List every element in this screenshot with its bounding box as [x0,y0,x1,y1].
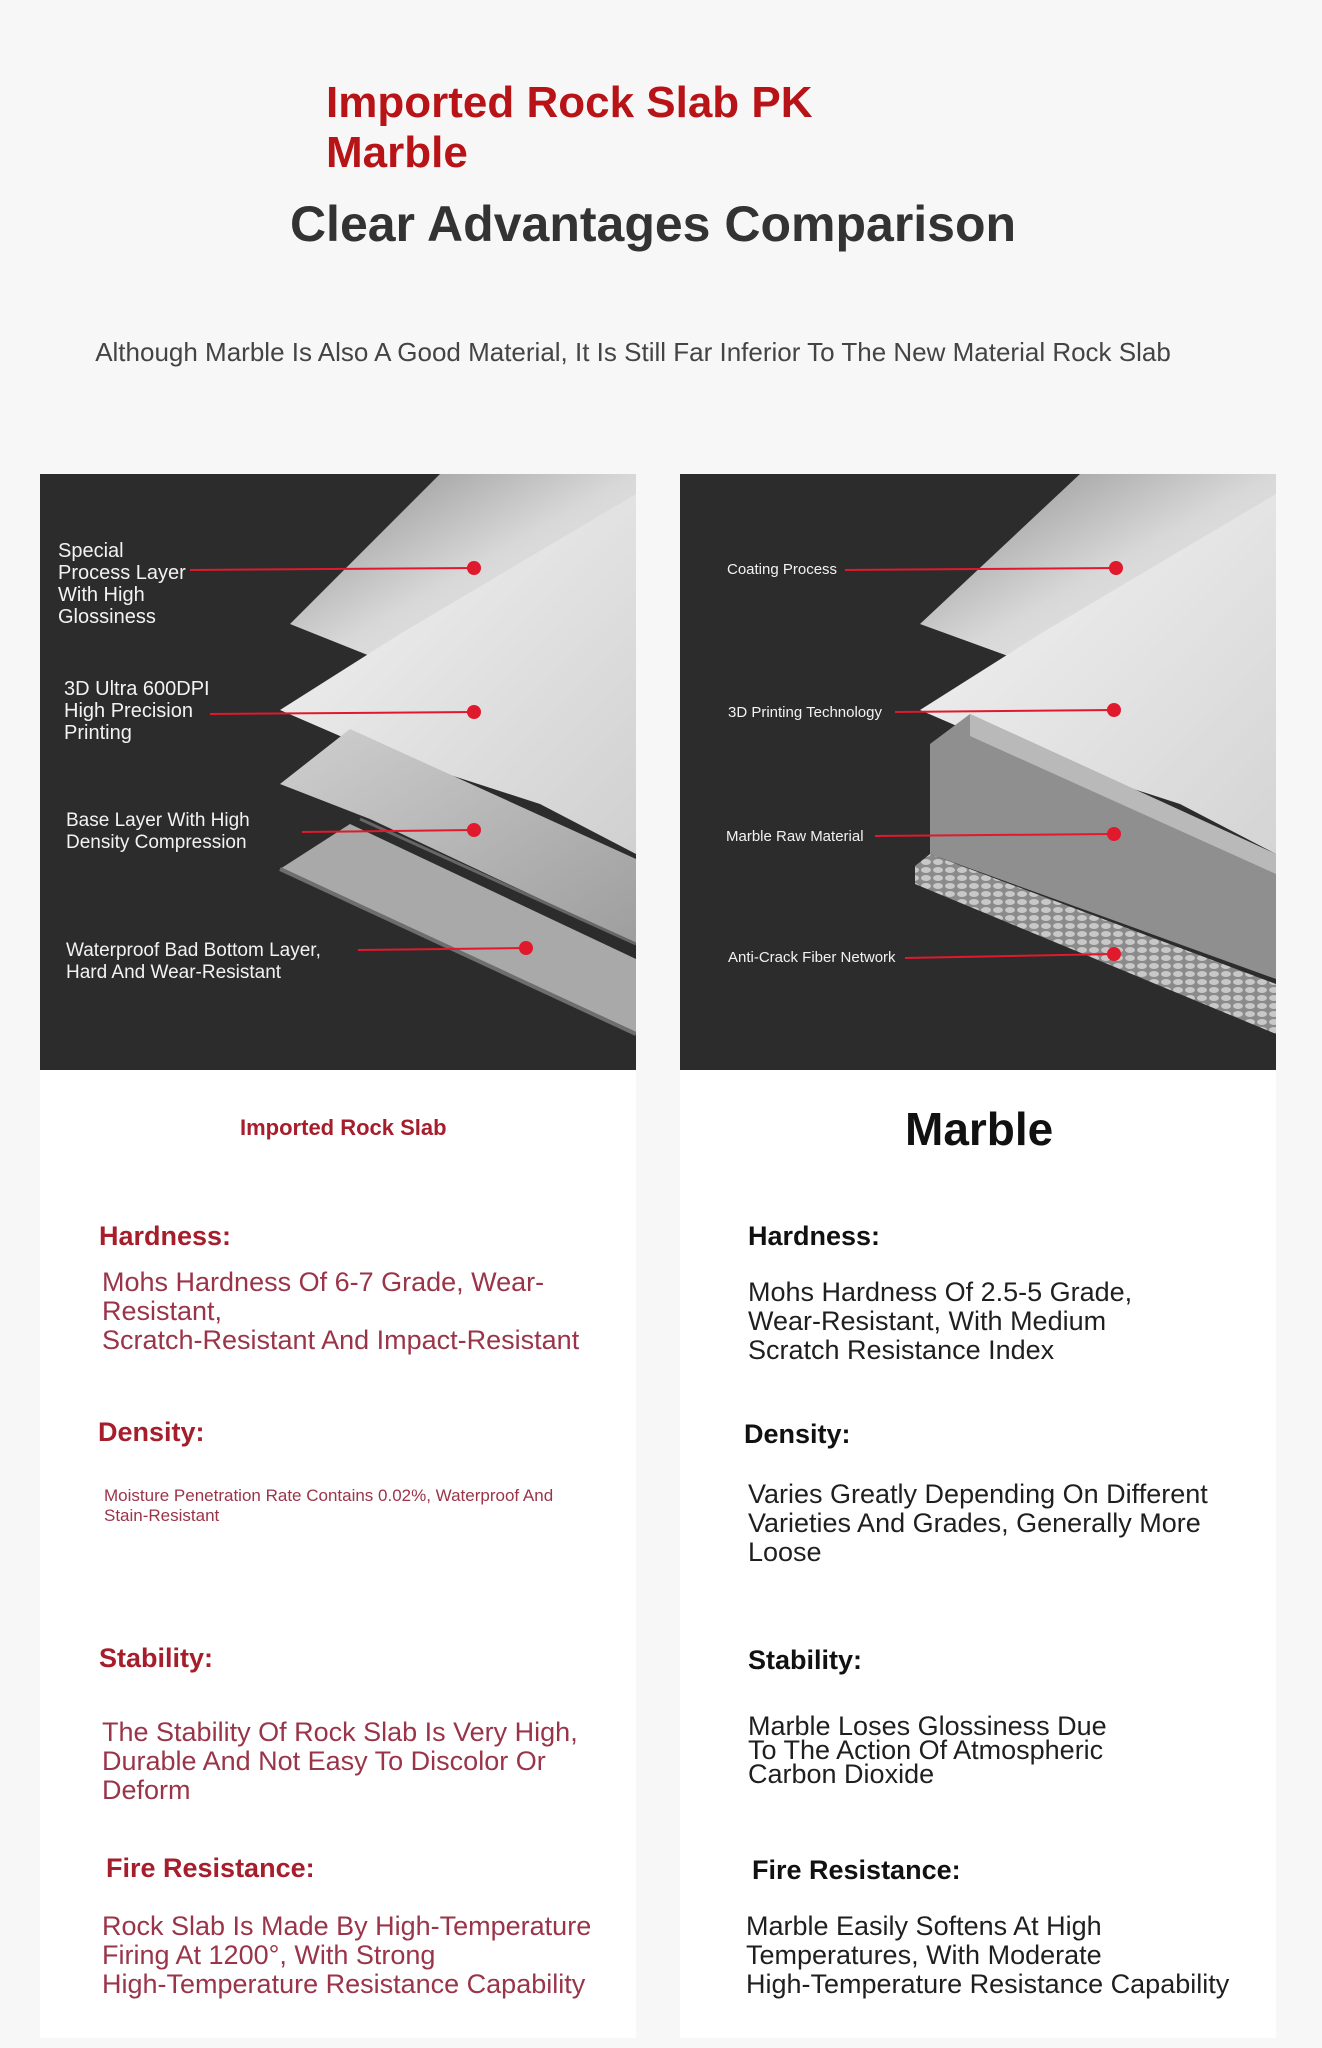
rock-slab-density-label: Density: [98,1417,205,1447]
rock-slab-hardness-text: Mohs Hardness Of 6-7 Grade, Wear-Resistant, Scratch-Resistant And Impact-Resistant [102,1267,580,1355]
marble-layers-illustration [680,474,1276,1070]
marble-hardness-text: Mohs Hardness Of 2.5-5 Grade, Wear-Resistant, With Medium Scratch Resistance Index [748,1277,1133,1365]
marble-stability-label: Stability: [748,1645,863,1675]
marble-density-label: Density: [744,1419,851,1449]
title-red-line2: Marble [326,128,468,177]
rock-slab-stability-text: The Stability Of Rock Slab Is Very High, Durable And Not Easy To Discolor Or Deform [102,1717,578,1805]
rock-slab-layers-illustration [40,474,636,1070]
page-title: Clear Advantages Comparison [289,196,1017,252]
label-marble-raw-material: Marble Raw Material [726,828,864,845]
pointer-dot [1107,827,1121,841]
pointer-dot [467,823,481,837]
label-base-layer: Base Layer With High Density Compression [66,810,250,853]
rock-slab-stability-label: Stability: [99,1643,214,1673]
label-printing-layer: 3D Ultra 600DPI High Precision Printing [64,678,210,744]
rock-slab-card [40,1070,636,2038]
marble-density-text: Varies Greatly Depending On Different Varieties And Grades, Generally More Loose [748,1479,1208,1567]
rock-slab-fire-label: Fire Resistance: [106,1853,315,1883]
label-glossy-layer: Special Process Layer With High Glossiness [58,540,186,628]
page-title-red [326,78,886,178]
rock-slab-title: Imported Rock Slab [240,1115,447,1140]
pointer-dot [1107,703,1121,717]
rock-slab-fire-text: Rock Slab Is Made By High-Temperature Firing At 1200°, With Strong High-Temperature Resistance Capability [102,1911,592,1999]
marble-title: Marble [905,1103,1054,1155]
marble-card [680,1070,1276,2038]
pointer-dot [1109,561,1123,575]
label-anti-crack-fiber: Anti-Crack Fiber Network [728,949,896,966]
marble-stability-text: Marble Loses Glossiness Due To The Action Of Atmospheric Carbon Dioxide [748,1711,1107,1789]
pointer-dot [1107,947,1121,961]
title-red-line1: Imported Rock Slab PK [326,78,813,127]
rock-slab-hardness-label: Hardness: [99,1221,232,1251]
label-3d-printing: 3D Printing Technology [728,704,882,721]
marble-hardness-label: Hardness: [748,1221,881,1251]
marble-fire-text: Marble Easily Softens At High Temperatures, With Moderate High-Temperature Resistance Capability [746,1911,1230,1999]
rock-slab-density-text: Moisture Penetration Rate Contains 0.02%, Waterproof And Stain-Resistant [104,1486,554,1525]
page-subtitle: Although Marble Is Also A Good Material, It Is Still Far Inferior To The New Material Rock Slab [95,337,1171,367]
marble-fire-label: Fire Resistance: [752,1855,961,1885]
label-coating-process: Coating Process [727,561,838,578]
pointer-dot [467,705,481,719]
pointer-dot [519,941,533,955]
label-bottom-layer: Waterproof Bad Bottom Layer, Hard And Wear-Resistant [66,940,321,983]
pointer-dot [467,561,481,575]
